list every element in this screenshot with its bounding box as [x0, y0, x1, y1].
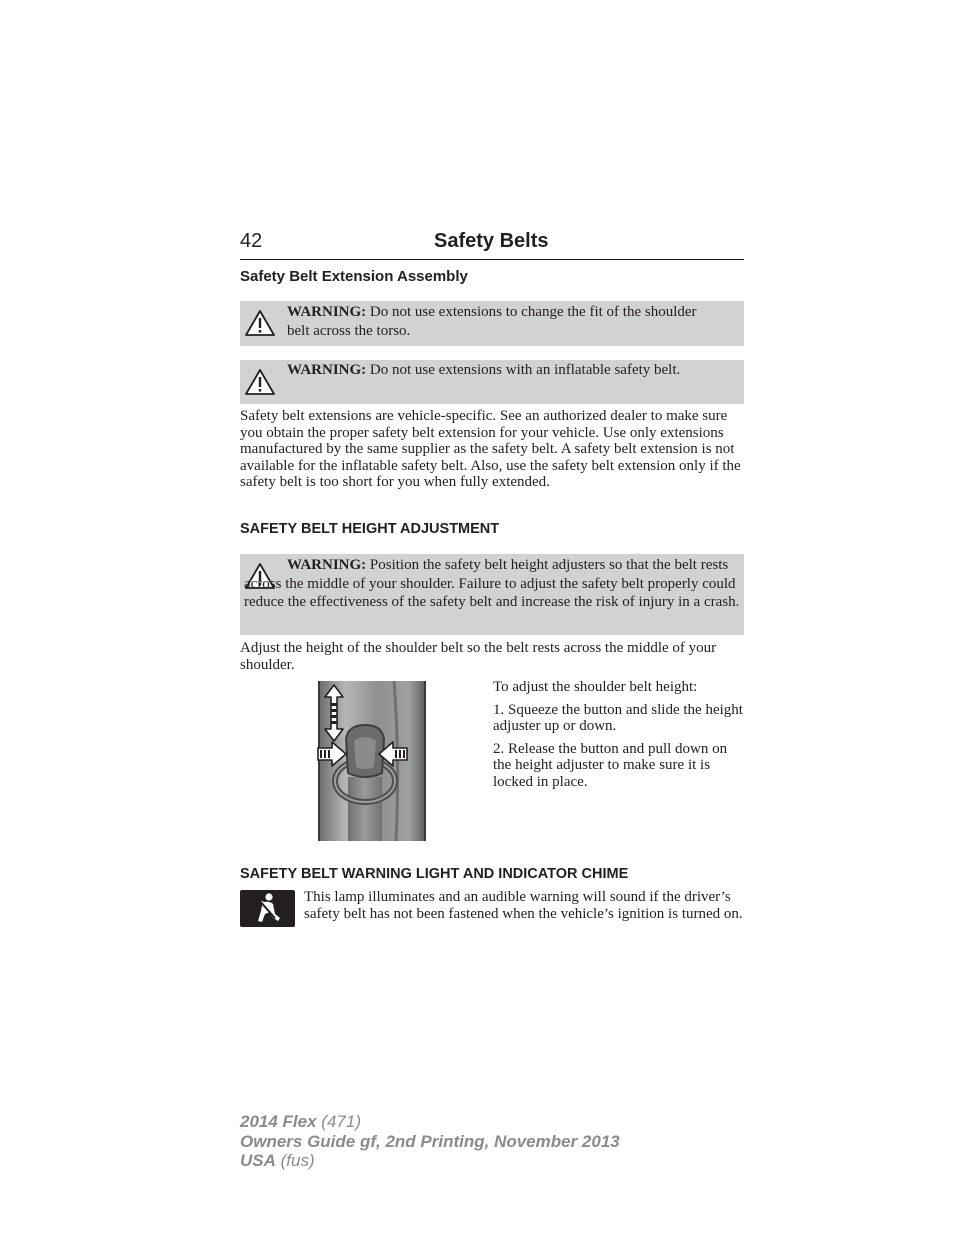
footer-model-code: (471)	[321, 1112, 361, 1131]
extension-heading: Safety Belt Extension Assembly	[240, 268, 468, 285]
footer-model: 2014 Flex	[240, 1112, 317, 1131]
chapter-title: Safety Belts	[434, 230, 549, 252]
warning-label: WARNING:	[287, 557, 367, 573]
height-paragraph: Adjust the height of the shoulder belt so the belt rests across the middle of your shoulder.	[240, 640, 717, 673]
warning-label: WARNING:	[287, 362, 367, 378]
warning-box-height	[240, 554, 744, 635]
warning-message: Position the safety belt height adjusters so that the belt rests across the middle of your shoulder. Failure to adjust the safety belt properly could reduce the effectiveness of the safety belt and increase the risk of injury in a crash.	[244, 557, 740, 610]
footer-region-code: (fus)	[280, 1151, 315, 1170]
warning-triangle-icon	[244, 368, 276, 396]
page-footer	[240, 1112, 620, 1171]
steps-intro: To adjust the shoulder belt height:	[493, 679, 698, 695]
footer-region: USA	[240, 1151, 276, 1170]
height-heading: SAFETY BELT HEIGHT ADJUSTMENT	[240, 521, 500, 537]
footer-guide: Owners Guide gf, 2nd Printing, November 2013	[240, 1131, 620, 1151]
step-1: 1. Squeeze the button and slide the height adjuster up or down.	[493, 701, 743, 734]
warning-text	[287, 303, 707, 340]
warning-message: Do not use extensions with an inflatable safety belt.	[369, 362, 681, 378]
step-2: 2. Release the button and pull down on the height adjuster to make sure it is locked in place.	[493, 740, 728, 790]
warning-box-extension-fit	[240, 301, 744, 346]
warning-text	[287, 361, 742, 380]
height-adjust-steps	[493, 679, 745, 796]
warning-label: WARNING:	[287, 304, 367, 320]
warning-box-extension-inflatable	[240, 360, 744, 404]
chime-heading: SAFETY BELT WARNING LIGHT AND INDICATOR CHIME	[240, 866, 629, 882]
chime-paragraph: This lamp illuminates and an audible warning will sound if the driver’s safety belt has not been fastened when the vehicle’s ignition is turned on.	[304, 889, 743, 922]
page-header	[240, 228, 744, 260]
warning-triangle-icon	[244, 309, 276, 337]
height-adjuster-illustration	[316, 681, 428, 841]
extension-paragraph: Safety belt extensions are vehicle-specific. See an authorized dealer to make sure you obtain the proper safety belt extension for your vehicle. Use only extensions manufactured by the same supplier as the safety belt. A safety belt extension is not available for the inflatable safety belt. Also, use the safety belt extension only if the safety belt is too short for you when fully extended.	[240, 408, 741, 490]
warning-message: Do not use extensions to change the fit of the shoulder belt across the torso.	[287, 304, 697, 339]
seatbelt-warning-lamp-icon	[240, 890, 295, 927]
page-number: 42	[240, 230, 263, 252]
warning-text	[244, 556, 741, 612]
